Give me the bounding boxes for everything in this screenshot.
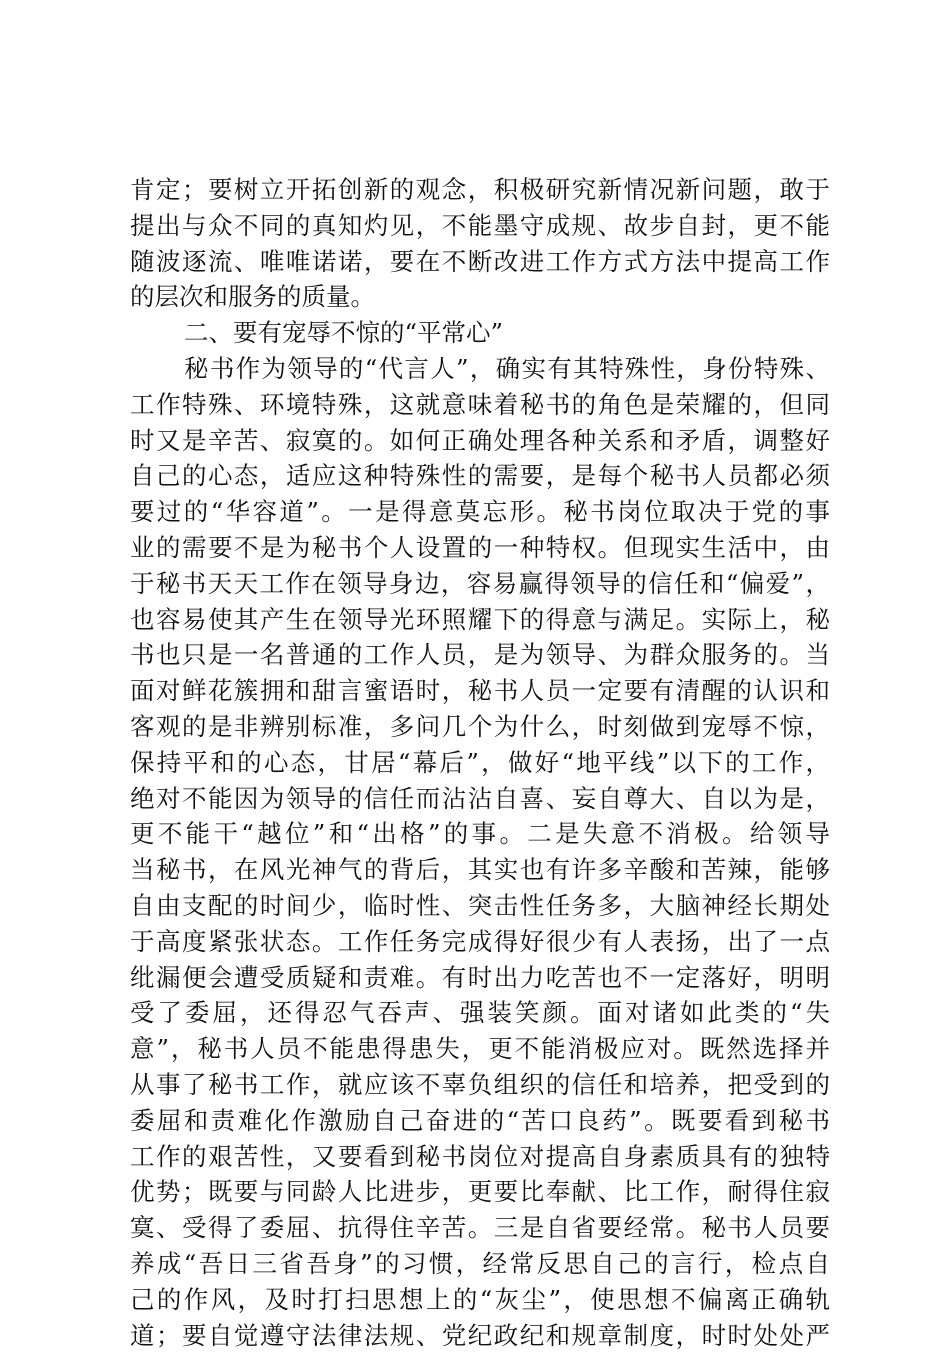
text-line: 寞、受得了委屈、抗得住辛苦。三是自省要经常。秘书人员要 xyxy=(130,1210,830,1246)
text-line: 自己的心态，适应这种特殊性的需要，是每个秘书人员都必须 xyxy=(130,458,830,494)
text-line: 于高度紧张状态。工作任务完成得好很少有人表扬，出了一点 xyxy=(130,924,830,960)
text-line: 自由支配的时间少，临时性、突击性任务多，大脑神经长期处 xyxy=(130,888,830,924)
text-line: 更不能干“越位”和“出格”的事。二是失意不消极。给领导 xyxy=(130,816,830,852)
text-line: 书也只是一名普通的工作人员，是为领导、为群众服务的。当 xyxy=(130,637,830,673)
text-line: 要过的“华容道”。一是得意莫忘形。秘书岗位取决于党的事 xyxy=(130,494,830,530)
text-line: 意”，秘书人员不能患得患失，更不能消极应对。既然选择并 xyxy=(130,1031,830,1067)
section-heading: 二、要有宠辱不惊的“平常心” xyxy=(130,315,830,351)
text-line: 提出与众不同的真知灼见，不能墨守成规、故步自封，更不能 xyxy=(130,208,830,244)
text-line: 道；要自觉遵守法律法规、党纪政纪和规章制度，时时处处严 xyxy=(130,1318,830,1353)
text-line: 己的作风，及时打扫思想上的“灰尘”，使思想不偏离正确轨 xyxy=(130,1282,830,1318)
text-line: 秘书作为领导的“代言人”，确实有其特殊性，身份特殊、 xyxy=(130,351,830,387)
text-line: 纰漏便会遭受质疑和责难。有时出力吃苦也不一定落好，明明 xyxy=(130,960,830,996)
text-line: 时又是辛苦、寂寞的。如何正确处理各种关系和矛盾，调整好 xyxy=(130,423,830,459)
text-line: 工作的艰苦性，又要看到秘书岗位对提高自身素质具有的独特 xyxy=(130,1139,830,1175)
text-line: 的层次和服务的质量。 xyxy=(130,279,830,315)
text-line: 委屈和责难化作激励自己奋进的“苦口良药”。既要看到秘书 xyxy=(130,1103,830,1139)
body-text xyxy=(130,172,830,1353)
text-line: 受了委屈，还得忍气吞声、强装笑颜。面对诸如此类的“失 xyxy=(130,995,830,1031)
text-line: 从事了秘书工作，就应该不辜负组织的信任和培养，把受到的 xyxy=(130,1067,830,1103)
text-line: 工作特殊、环境特殊，这就意味着秘书的角色是荣耀的，但同 xyxy=(130,387,830,423)
text-line: 随波逐流、唯唯诺诺，要在不断改进工作方式方法中提高工作 xyxy=(130,244,830,280)
text-line: 面对鲜花簇拥和甜言蜜语时，秘书人员一定要有清醒的认识和 xyxy=(130,673,830,709)
text-line: 也容易使其产生在领导光环照耀下的得意与满足。实际上，秘 xyxy=(130,602,830,638)
text-line: 养成“吾日三省吾身”的习惯，经常反思自己的言行，检点自 xyxy=(130,1246,830,1282)
text-line: 优势；既要与同龄人比进步，更要比奉献、比工作，耐得住寂 xyxy=(130,1174,830,1210)
text-line: 当秘书，在风光神气的背后，其实也有许多辛酸和苦辣，能够 xyxy=(130,852,830,888)
text-line: 保持平和的心态，甘居“幕后”，做好“地平线”以下的工作， xyxy=(130,745,830,781)
text-line: 于秘书天天工作在领导身边，容易赢得领导的信任和“偏爱”， xyxy=(130,566,830,602)
text-line: 业的需要不是为秘书个人设置的一种特权。但现实生活中，由 xyxy=(130,530,830,566)
text-line: 绝对不能因为领导的信任而沾沾自喜、妄自尊大、自以为是， xyxy=(130,781,830,817)
text-line: 肯定；要树立开拓创新的观念，积极研究新情况新问题，敢于 xyxy=(130,172,830,208)
text-line: 客观的是非辨别标准，多问几个为什么，时刻做到宠辱不惊， xyxy=(130,709,830,745)
